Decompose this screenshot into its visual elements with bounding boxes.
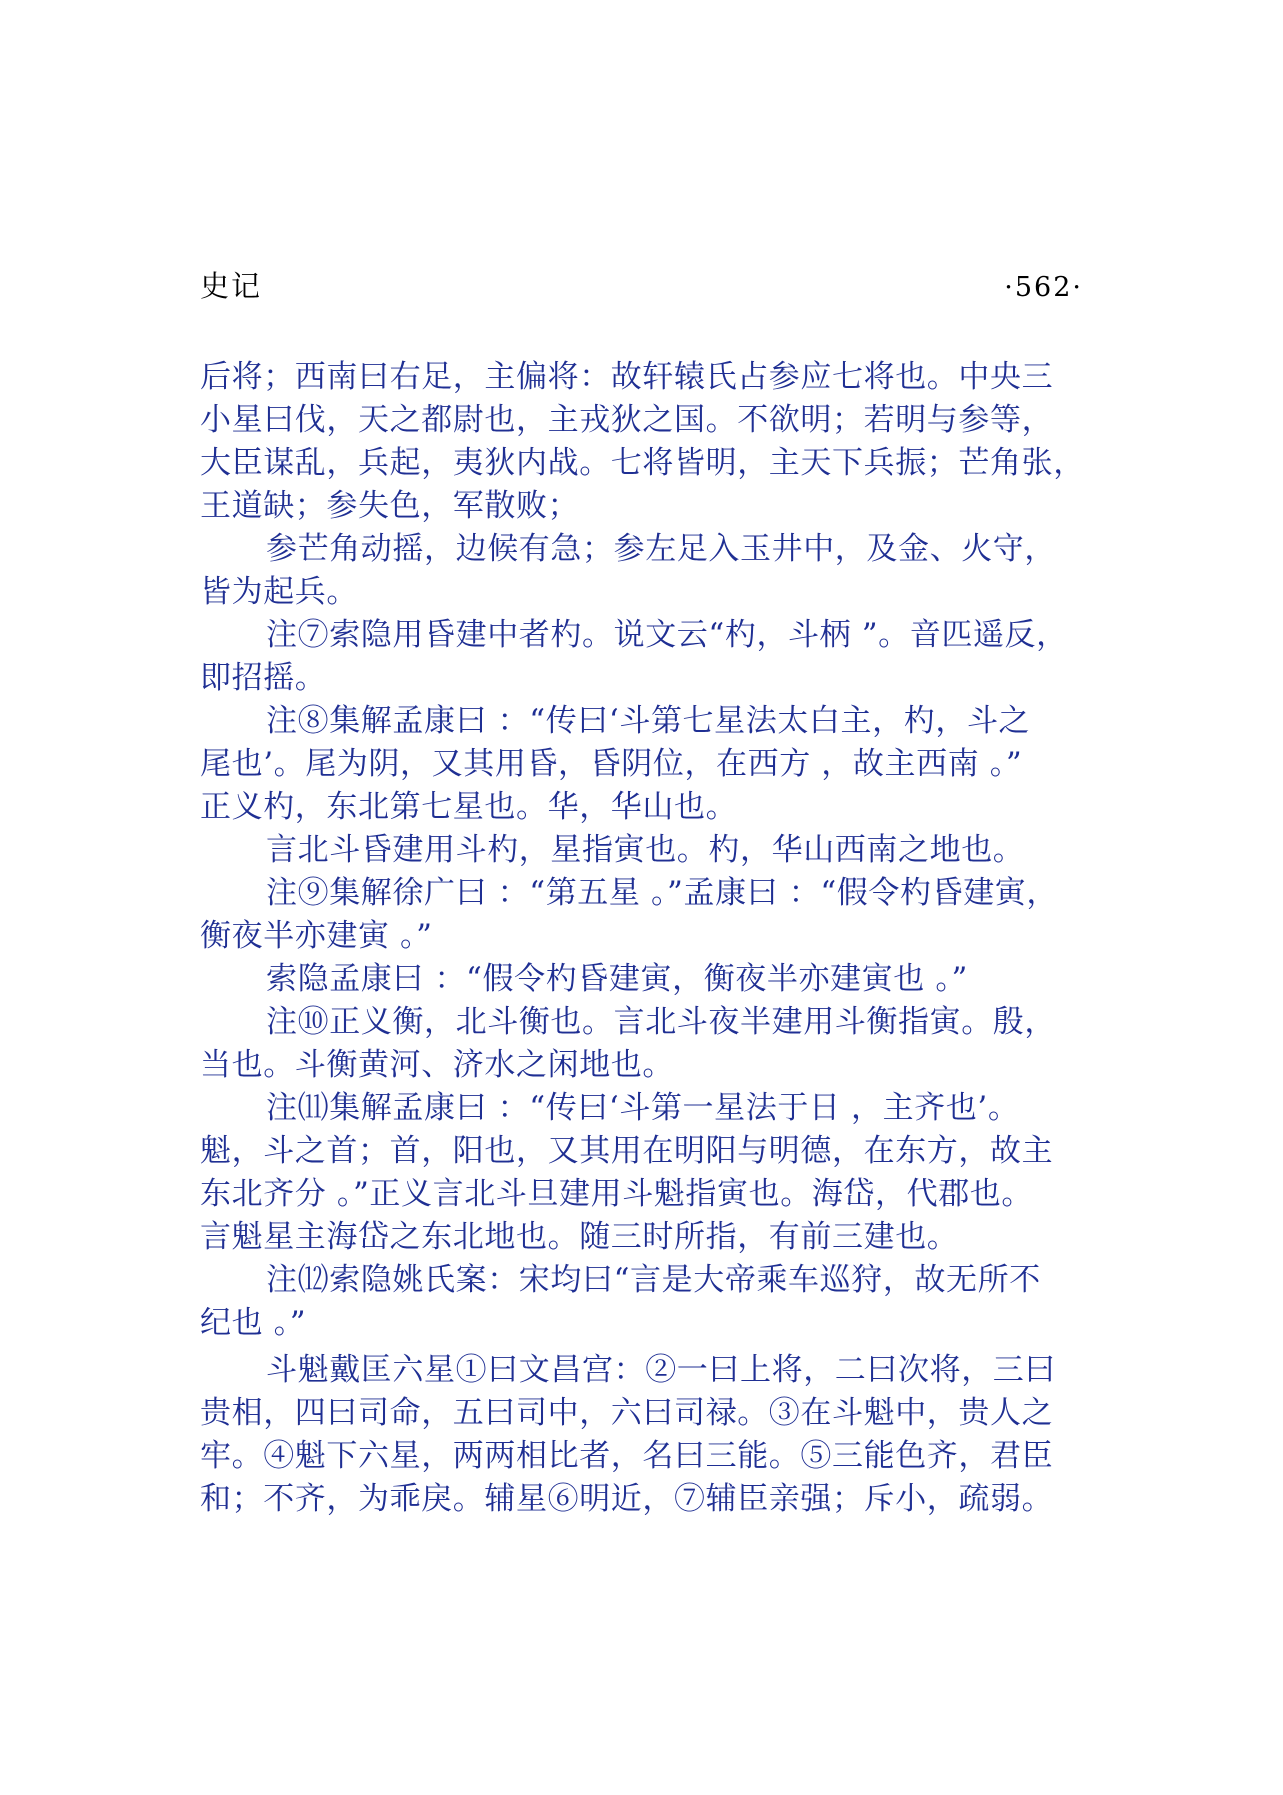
paragraph-2 bbox=[200, 528, 1100, 614]
paragraph-note-10 bbox=[200, 1001, 1100, 1087]
text-line: 正义杓，东北第七星也。华，华山也。 bbox=[200, 789, 738, 825]
text-line: 言北斗昏建用斗杓，星指寅也。杓，华山西南之地也。 bbox=[266, 832, 1025, 868]
paragraph-7 bbox=[200, 958, 1100, 1001]
text-line: 参芒角动摇，边候有急；参左足入玉井中，及金、火守， bbox=[266, 531, 1056, 567]
text-line: 纪也 。” bbox=[200, 1305, 307, 1341]
paragraph-main-text bbox=[200, 1349, 1100, 1521]
text-line: 言魁星主海岱之东北地也。随三时所指，有前三建也。 bbox=[200, 1219, 959, 1255]
paragraph-note-11 bbox=[200, 1087, 1100, 1259]
text-line: 魁，斗之首；首，阳也，又其用在明阳与明德，在东方，故主 bbox=[200, 1133, 1054, 1169]
text-line: 注⑧集解孟康曰 ：“传曰‘斗第七星法太白主，杓，斗之 bbox=[266, 703, 1031, 739]
text-line: 后将；西南曰右足，主偏将：故轩辕氏占参应七将也。中央三 bbox=[200, 359, 1054, 395]
text-line: 注⑾集解孟康曰 ：“传曰‘斗第一星法于日 ，主齐也’。 bbox=[266, 1090, 1020, 1126]
paragraph-note-8 bbox=[200, 700, 1100, 829]
text-line: 注⑦索隐用昏建中者杓。说文云“杓，斗柄 ”。音匹遥反， bbox=[266, 617, 1068, 653]
book-title: 史记 bbox=[200, 269, 263, 303]
text-line: 衡夜半亦建寅 。” bbox=[200, 918, 433, 954]
text-line: 即招摇。 bbox=[200, 660, 327, 696]
paragraph-note-7 bbox=[200, 614, 1100, 700]
text-line: 王道缺；参失色，军散败； bbox=[200, 488, 580, 524]
text-line: 小星曰伐，天之都尉也，主戎狄之国。不欲明；若明与参等， bbox=[200, 402, 1054, 438]
text-line: 注⑿索隐姚氏案：宋均曰“言是大帝乘车巡狩，故无所不 bbox=[266, 1262, 1041, 1298]
paragraph-5 bbox=[200, 829, 1100, 872]
body-text bbox=[200, 356, 1100, 1521]
text-line: 大臣谋乱，兵起，夷狄内战。七将皆明，主天下兵振；芒角张， bbox=[200, 445, 1085, 481]
text-line: 皆为起兵。 bbox=[200, 574, 358, 610]
text-line: 东北齐分 。”正义言北斗旦建用斗魁指寅也。海岱，代郡也。 bbox=[200, 1176, 1033, 1212]
text-line: 尾也’。尾为阴，又其用昏，昏阴位，在西方 ，故主西南 。” bbox=[200, 746, 1023, 782]
text-line: 斗魁戴匡六星①曰文昌宫：②一曰上将，二曰次将，三曰 bbox=[266, 1352, 1056, 1388]
text-line: 注⑩正义衡，北斗衡也。言北斗夜半建用斗衡指寅。殷， bbox=[266, 1004, 1056, 1040]
paragraph-1 bbox=[200, 356, 1100, 528]
text-line: 注⑨集解徐广曰 ：“第五星 。”孟康曰 ：“假令杓昏建寅， bbox=[266, 875, 1059, 911]
page-number: ·562· bbox=[1004, 272, 1083, 303]
text-line: 贵相，四曰司命，五曰司中，六曰司禄。③在斗魁中，贵人之 bbox=[200, 1395, 1054, 1431]
text-line: 和；不齐，为乖戾。辅星⑥明近，⑦辅臣亲强；斥小，疏弱。 bbox=[200, 1481, 1054, 1517]
text-line: 牢。④魁下六星，两两相比者，名曰三能。⑤三能色齐，君臣 bbox=[200, 1438, 1054, 1474]
text-line: 当也。斗衡黄河、济水之闲地也。 bbox=[200, 1047, 674, 1083]
paragraph-note-12 bbox=[200, 1259, 1100, 1345]
paragraph-note-9 bbox=[200, 872, 1100, 958]
text-line: 索隐孟康曰 ：“假令杓昏建寅，衡夜半亦建寅也 。” bbox=[266, 961, 968, 997]
